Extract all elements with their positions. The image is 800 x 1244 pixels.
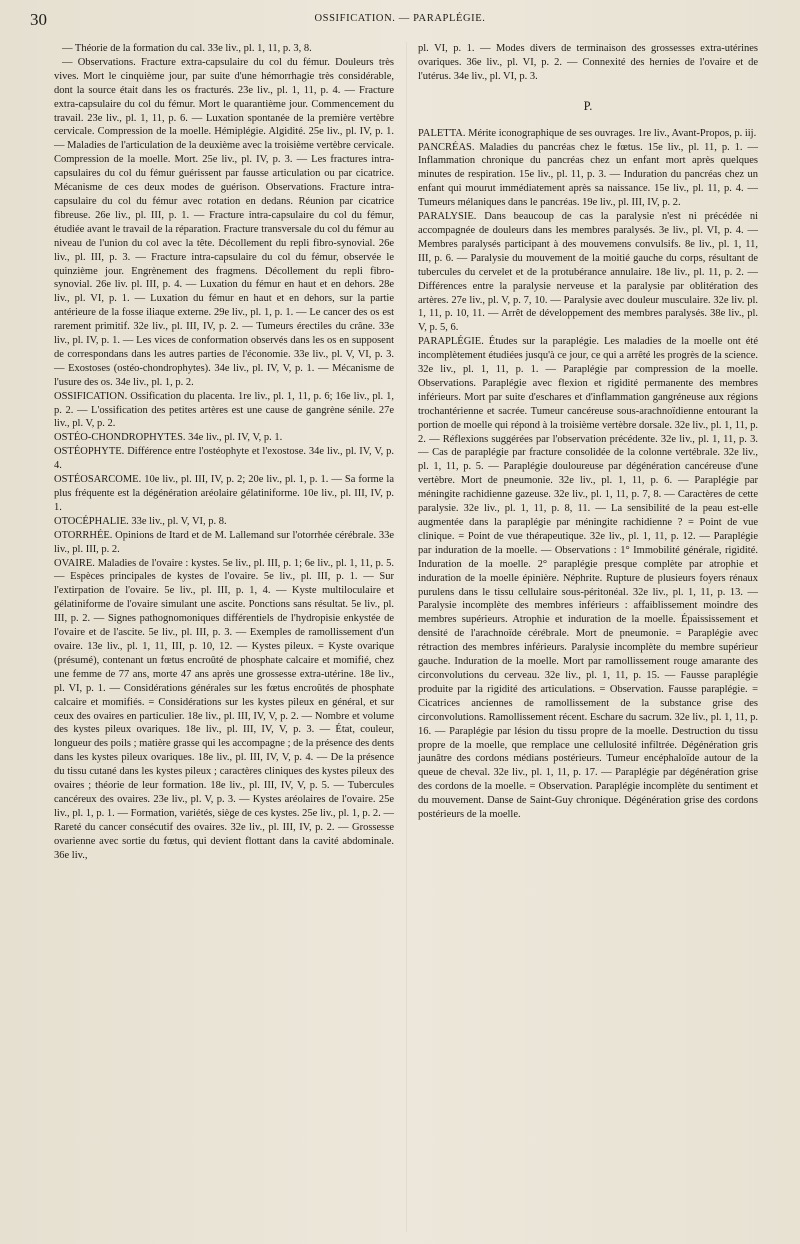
entry-paragraph: OTORRHÉE. Opinions de Itard et de M. Lallemand sur l'otorrhée cérébrale. 33e liv., pl. III, p. 2. — [54, 529, 394, 555]
entry-paragraph: OVAIRE. Maladies de l'ovaire : kystes. 5e liv., pl. III, p. 1; 6e liv., pl. 1, 11, p. 5. — Espèces principales de kystes de l'ovaire. 5e liv., pl. III, p. 1. — Sur l'extirpation de l'ovaire. 5e liv., pl. III, p. 1, 4. — Kyste multiloculaire et gélatiniforme de l'ovaire simulant une ascite. Ponctions sans résultat. 5e liv., pl. III, p. 2. — Signes pathognomoniques différentiels de l'hydropisie enkystée de l'ovaire et de l'ascite. 5e liv., pl. III, p. 3. — Exemples de ramollissement d'un ovaire. 13e liv., pl. 1, 11, III, p. 10, 12. — Kystes pileux. = Kyste ovarique (présumé), contenant un fœtus encroûté de phosphate calcaire et momifié, chez une femme de 77 ans, morte 47 ans après une grossesse extra-utérine. 18e liv., pl. VI, p. 1. — Considérations générales sur les fœtus encroûtés de phosphate calcaire et momifiés. = Considérations sur les kystes pileux en général, et sur ceux des ovaires en particulier. 18e liv., pl. III, IV, V, p. 2. — Nombre et volume des kystes pileux ovariques. 18e liv., pl. III, IV, V, p. 3. — État, couleur, longueur des poils ; matière grasse qui les accompagne ; de la présence des dents dans les kystes pileux ovariques. 18e liv., pl. III, IV, V, p. 4. — De la présence du tissu cutané dans les kystes pileux ; caractères cliniques des kystes pileux des ovaires ; théorie de leur formation. 18e liv., pl. III, IV, V, p. 5. — Tubercules cancéreux des ovaires. 23e liv., pl. V, p. 3. — Kystes aréolaires de l'ovaire. 25e liv., pl. 1, p. 1. — Formation, variétés, siège de ces kystes. 25e liv., pl. 1, p. 2. — Rareté du cancer consécutif des ovaires. 32e liv., pl. III, IV, p. 2. — Grossesse ovarienne avec sortie du fœtus, qui devient flottant dans la cavité abdominale. 36e liv., — [54, 557, 394, 861]
entry-paragraph: pl. VI, p. 1. — Modes divers de terminaison des grossesses extra-utérines ovariques. 36e liv., pl. VI, p. 2. — Connexité des hernies de l'ovaire et de l'utérus. 34e liv., pl. VI, p. 3. — [418, 43, 758, 82]
entry-paragraph: PARAPLÉGIE. Études sur la paraplégie. Les maladies de la moelle ont été incomplètement étudiées jusqu'à ce jour, ce qui a arrêté les progrès de la science. 32e liv., pl. 1, 11, p. 1. — Paraplégie par compression de la moelle. Observations. Paraplégie avec flexion et rigidité permanente des membres inférieurs. Mort par suite d'eschares et d'inflammation gangréneuse aux régions trochantérienne et sacrée. Tumeur cancéreuse sous-arachnoïdienne entourant la portion de moelle qui répond à la troisième vertèbre dorsale. 32e liv., pl. 1, 11, p. 2. — Réflexions suggérées par l'observation précédente. 32e liv., pl. 1, 11, p. 3. — Cas de paraplégie par fracture consolidée de la colonne vertébrale. 32e liv., pl. 1, 11, p. 5. — Paraplégie douloureuse par dégénération cancéreuse d'une vertèbre. Mort de pneumonie. 32e liv., pl. 1, 11, p. 6. — Paraplégie par méningite rachidienne gazeuse. 32e liv., pl. 1, 11, p. 7, 8. — Caractères de cette paralysie. 32e liv., pl. 1, 11, p. 8, 11. — La sensibilité de la peau est-elle augmentée dans la paraplégie par méningite rachidienne ? = Point de vue clinique. = Point de vue thérapeutique. 32e liv., pl. 1, 11, p. 12. — Paraplégie par induration de la moelle. — Observations : 1° Immobilité générale, rigidité. Induration de la moelle. 2° paraplégie presque complète par atrophie et induration de la moelle épinière. Néphrite. Rupture de plusieurs foyers rénaux purulens dans le tissu cellulaire sous-péritonéal. 32e liv., pl. 1, 11, p. 13. — Paralysie incomplète des membres inférieurs : affaiblissement moindre des membres supérieurs. Atrophie et induration de la moelle. Épaississement et densité de l'arachnoïde cérébrale. Mort de pneumonie. = Paraplégie avec rétraction des membres inférieurs. Paralysie incomplète du membre supérieur gauche. Induration de la moelle. Mort par ramollissement rouge amarante des circonvolutions du cerveau. 32e liv., pl. 1, 11, p. 15. — Fausse paraplégie produite par la rigidité des articulations. = Observation. Fausse paraplégie. = Cicatrices anciennes de ramollissement de la substance grise des circonvolutions. Ramollissement récent. Eschare du sacrum. 32e liv., pl. 1, 11, p. 16. — Paraplégie par lésion du tissu propre de la moelle. Destruction du tissu propre de la moelle, que remplace une cellulosité infiltrée. Dégénération gris jaunâtre des cordons médians postérieurs. Tumeur encéphaloïde autour de la queue de cheval. 32e liv., pl. 1, 11, p. 17. — Paraplégie par dégénération grise des cordons de la moelle. = Observation. Paraplégie incomplète du sentiment et du mouvement. Danse de Saint-Guy chronique. Dégénération grise des cordons postérieurs de la moelle. — [418, 336, 758, 821]
entry-paragraph: OSTÉOSARCOME. 10e liv., pl. III, IV, p. 2; 20e liv., pl. 1, p. 1. — Sa forme la plus fréquente est la dégénération aréolaire gélatiniforme. 10e liv., pl. III, IV, p. 1. — [54, 474, 394, 513]
entry-paragraph: OTOCÉPHALIE. 33e liv., pl. V, VI, p. 8. — [54, 515, 227, 527]
right-column — [418, 42, 758, 822]
column-divider — [406, 42, 407, 1232]
entry-paragraph: OSTÉO-CHONDROPHYTES. 34e liv., pl. IV, V, p. 1. — [54, 432, 283, 444]
entry-paragraph: — Observations. Fracture extra-capsulaire du col du fémur. Douleurs très vives. Mort le cinquième jour, par suite d'une hémorrhagie très considérable, dont la source était dans les os fracturés. 23e liv., pl. 1, 11, p. 4. — Fracture extra-capsulaire du col du fémur. Mort le quarantième jour. Commencement du travail. 23e liv., pl. 1, 11, p. 6. — Luxation spontanée de la première vertèbre cervicale. Compression de la moelle. Hémiplégie. Algidité. 25e liv., pl. IV, p. 1. — Maladies de l'articulation de la deuxième avec la troisième vertèbre cervicale. Compression de la moelle. Mort. 25e liv., pl. IV, p. 3. — Les fractures intra-capsulaires du col du fémur guérissent par fausse articulation ou par cicatrice. Mécanisme de ces deux modes de guérison. Observations. Fracture intra-capsulaire du col du fémur avec rotation en dedans. Réunion par cicatrice fibreuse. 26e liv., pl. III, p. 1. — Fracture intra-capsulaire du col du fémur, étudiée avant le travail de la réparation. Fracture transversale du col du fémur au niveau de l'union du col avec la tête. Décollement du repli fibro-synovial. 26e liv., pl. III, p. 3. — Fracture intra-capsulaire du col du fémur, observée le quinzième jour. Engrènement des fragmens. Décollement du repli fibro-synovial. 26e liv. pl. III, p. 4. — Luxation du fémur en haut et en dehors. 28e liv., pl. VI, p. 1. — Luxation du fémur en haut et en dehors, sur la partie antérieure de la fosse iliaque externe. 29e liv., pl. 1, p. 1. — Le cancer des os est rarement primitif. 32e liv., pl. III, IV, p. 2. — Tumeurs érectiles du crâne. 33e liv., pl. IV, p. 1. — Les vices de conformation observés dans les os en supposent de correspondans dans les autres parties de l'économie. 33e liv., pl. V, VI, p. 3. — Exostoses (ostéo-chondrophytes). 34e liv., pl. IV, V, p. 1. — Mécanisme de l'usure des os. 34e liv., pl. 1, p. 2. — [54, 56, 394, 388]
entry-paragraph: — Théorie de la formation du cal. 33e liv., pl. 1, 11, p. 3, 8. — [62, 43, 312, 54]
entry-paragraph: PALETTA. Mérite iconographique de ses ouvrages. 1re liv., Avant-Propos, p. iij. — [418, 127, 757, 139]
entry-paragraph: OSTÉOPHYTE. Différence entre l'ostéophyte et l'exostose. 34e liv., pl. IV, V, p. 4. — [54, 446, 394, 472]
header-title: OSSIFICATION. — PARAPLÉGIE. — [314, 13, 486, 24]
left-column — [54, 42, 394, 862]
page-number: 30 — [30, 10, 47, 29]
entry-paragraph: PANCRÉAS. Maladies du pancréas chez le fœtus. 15e liv., pl. 11, p. 1. — Inflammation chronique du pancréas chez un enfant mort après quelques minutes de respiration. 15e liv., pl. 11, p. 3. — Induration du pancréas chez un enfant qui mourut immédiatement après sa naissance. 15e liv., pl. 11, p. 4. — Tumeurs mélaniques dans le pancréas. 19e liv., pl. III, IV, p. 2. — [418, 141, 758, 209]
entry-paragraph: PARALYSIE. Dans beaucoup de cas la paralysie n'est ni précédée ni accompagnée de douleurs dans les membres paralysés. 3e liv., pl. VI, p. 4. — Membres paralysés participant à des mouvemens convulsifs. 8e liv., pl. 1, 11, III, p. 6. — Paralysie du mouvement de la moitié gauche du corps, résultant de tubercules du cervelet et de la protubérance annulaire. 18e liv., pl. 11, p. 2. — Différences entre la paralysie nerveuse et la paralysie par oblitération des artères. 27e liv., pl. V, p. 7, 10. — Paralysie avec douleur musculaire. 32e liv. pl. 1, 11, p. 10, 11. — Arrêt de développement des membres paralysés. 38e liv., pl. V, p. 5, 6. — [418, 211, 758, 334]
entry-paragraph: OSSIFICATION. Ossification du placenta. 1re liv., pl. 1, 11, p. 6; 16e liv., pl. 1, p. 2. — L'ossification des petites artères est une cause de gangrène sénile. 27e liv., pl. V, p. 2. — [54, 390, 394, 430]
section-letter-heading: P. — [583, 98, 593, 113]
running-head — [30, 10, 770, 34]
